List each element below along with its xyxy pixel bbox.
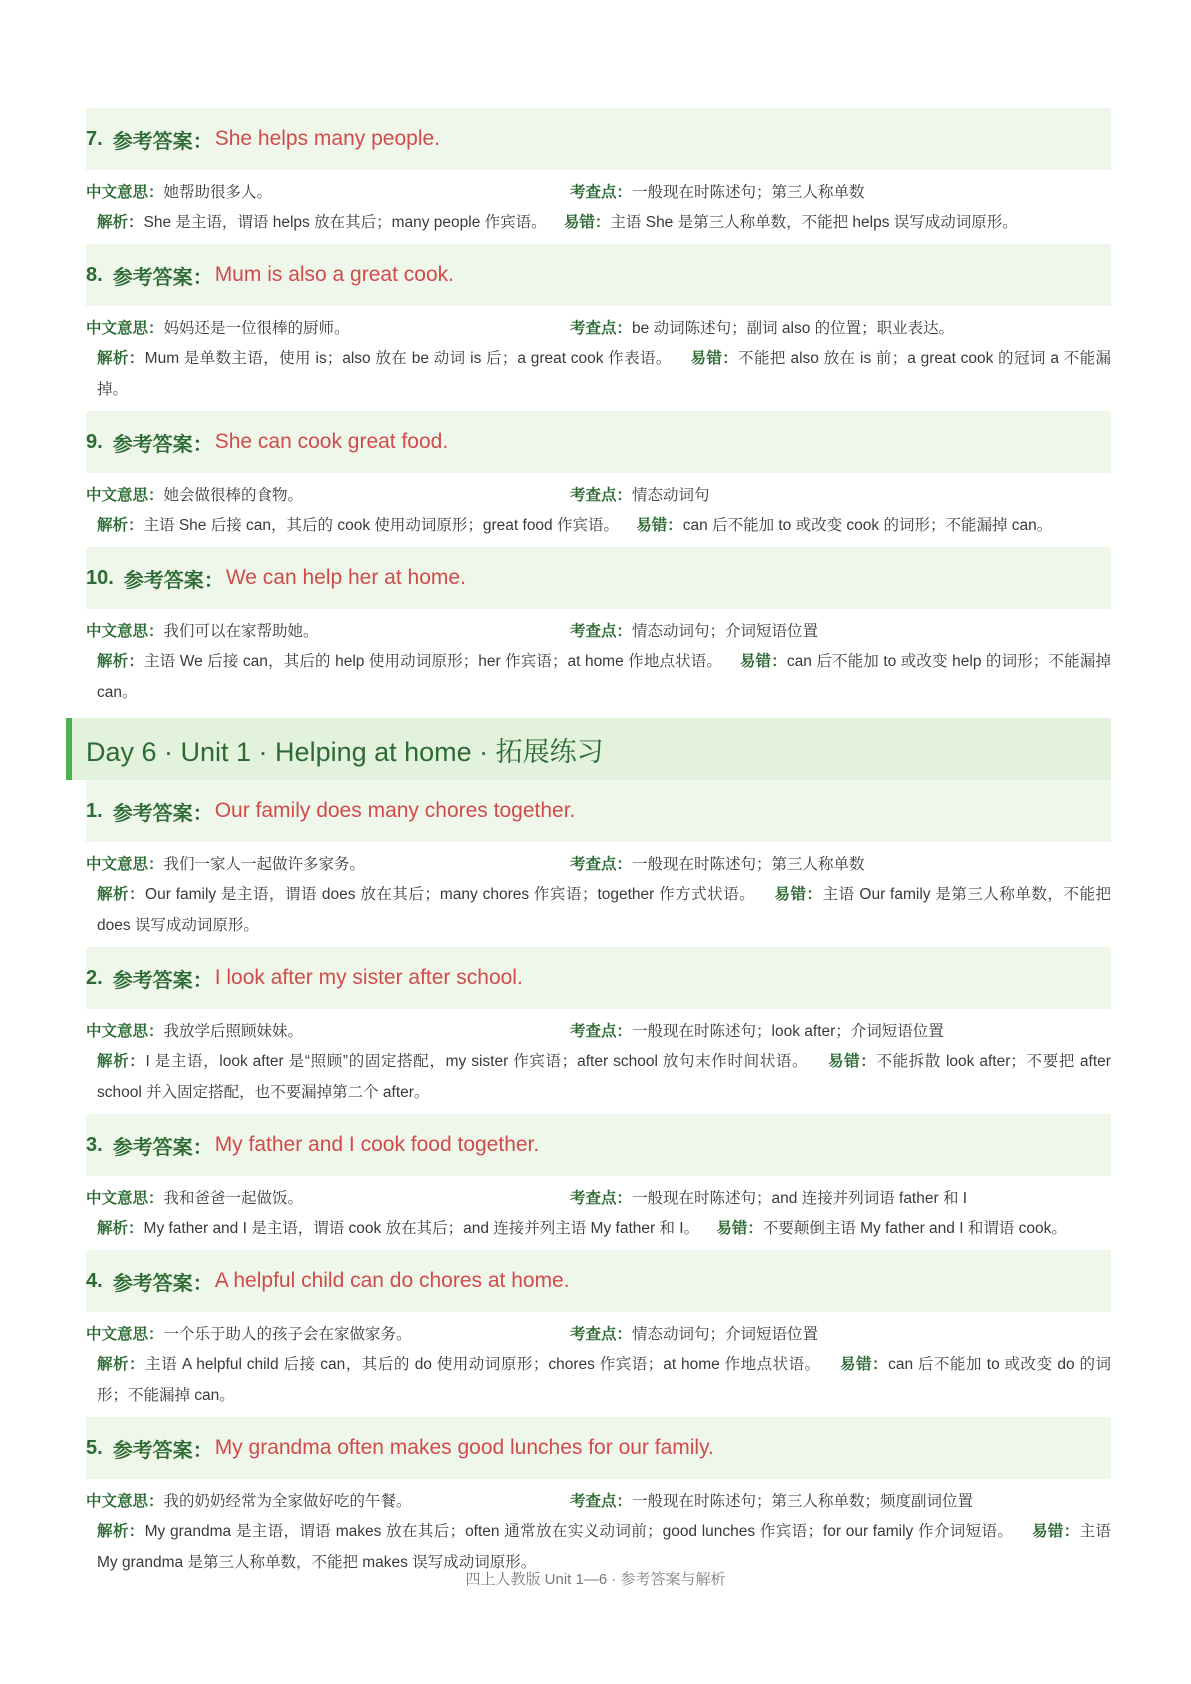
question-number: 10. [86, 566, 114, 589]
answer-colon: ： [192, 1136, 213, 1159]
meaning-colon: ： [148, 623, 164, 640]
question-header [86, 411, 1111, 473]
spacer [86, 708, 1111, 714]
question-meta [86, 1021, 1111, 1043]
question-header [86, 780, 1111, 842]
explanation [86, 510, 1111, 541]
analysis-colon: ： [129, 886, 146, 903]
question-item [86, 1250, 1111, 1417]
error-label: 易错 [840, 1356, 873, 1373]
point-text: 情态动词句；介词短语位置 [632, 1326, 819, 1343]
meaning-text: 我的奶奶经常为全家做好吃的午餐。 [163, 1493, 412, 1510]
question-meta [86, 1324, 1111, 1346]
point-text: be 动词陈述句；副词 also 的位置；职业表达。 [632, 320, 955, 337]
point-line [570, 182, 865, 204]
meaning-colon: ： [148, 1023, 164, 1040]
point-line [570, 485, 710, 507]
analysis-text: 主语 She 后接 can，其后的 cook 使用动词原形；great food 作宾语。 [143, 517, 619, 534]
meaning-colon: ： [148, 1493, 164, 1510]
error-colon: ： [667, 517, 683, 534]
answer-label: 参考答案 [123, 569, 204, 592]
point-colon: ： [616, 856, 633, 873]
analysis-colon: ： [128, 1220, 144, 1237]
answer-label: 参考答案 [112, 1439, 193, 1462]
error-text: 不能拆散 look after；不要把 after school 并入固定搭配，也不要漏掉第二个 after。 [97, 1053, 1111, 1101]
error-text: 主语 My grandma 是第三人称单数，不能把 makes 误写成动词原形。 [97, 1523, 1111, 1571]
question-header [86, 1417, 1111, 1479]
error-text: 不能把 also 放在 is 前；a great cook 的冠词 a 不能漏掉。 [97, 350, 1111, 398]
analysis-label: 解析 [97, 1220, 129, 1237]
point-line [570, 621, 818, 643]
meaning-text: 一个乐于助人的孩子会在家做家务。 [163, 1326, 412, 1343]
answer-colon: ： [203, 569, 224, 592]
question-meta [86, 854, 1111, 876]
meaning-line [86, 485, 570, 507]
error-text: 主语 She 是第三人称单数，不能把 helps 误写成动词原形。 [610, 214, 1018, 231]
point-colon: ： [616, 1493, 633, 1510]
answer-text: I look after my sister after school. [214, 966, 523, 989]
analysis-label: 解析 [97, 1053, 130, 1070]
meaning-label: 中文意思 [86, 1190, 149, 1207]
question-meta [86, 621, 1111, 643]
meaning-text: 她会做很棒的食物。 [163, 487, 304, 504]
error-label: 易错 [1031, 1523, 1064, 1540]
meaning-colon: ： [148, 856, 164, 873]
question-header [86, 1250, 1111, 1312]
analysis-label: 解析 [97, 214, 129, 231]
error-colon: ： [1063, 1523, 1080, 1540]
point-label: 考查点 [570, 856, 617, 873]
question-header [86, 547, 1111, 609]
analysis-colon: ： [129, 1053, 146, 1070]
explanation [86, 207, 1111, 238]
meaning-label: 中文意思 [86, 1493, 149, 1510]
question-item [86, 547, 1111, 714]
point-label: 考查点 [570, 1326, 617, 1343]
point-colon: ： [616, 184, 633, 201]
error-text: 主语 Our family 是第三人称单数，不能把 does 误写成动词原形。 [97, 886, 1111, 934]
question-meta [86, 182, 1111, 204]
answer-label: 参考答案 [112, 1136, 193, 1159]
question-meta [86, 485, 1111, 507]
explanation [86, 646, 1111, 708]
meaning-text: 她帮助很多人。 [163, 184, 273, 201]
error-colon: ： [747, 1220, 763, 1237]
answer-text: She can cook great food. [214, 430, 449, 453]
question-number: 9. [86, 430, 103, 453]
question-number: 8. [86, 263, 103, 286]
meaning-line [86, 182, 570, 204]
meaning-label: 中文意思 [86, 623, 149, 640]
point-line [570, 1324, 818, 1346]
question-meta [86, 1188, 1111, 1210]
meaning-line [86, 854, 570, 876]
answer-text: Our family does many chores together. [214, 799, 576, 822]
question-item [86, 244, 1111, 411]
point-text: 情态动词句；介词短语位置 [632, 623, 819, 640]
point-text: 一般现在时陈述句；look after；介词短语位置 [632, 1023, 944, 1040]
question-meta [86, 1491, 1111, 1513]
meaning-label: 中文意思 [86, 856, 149, 873]
question-number: 1. [86, 799, 103, 822]
point-label: 考查点 [570, 184, 617, 201]
answer-text: A helpful child can do chores at home. [214, 1269, 570, 1292]
analysis-text: My grandma 是主语，谓语 makes 放在其后；often 通常放在实义动词前；good lunches 作宾语；for our family 作介词短语。 [144, 1523, 1014, 1540]
question-number: 3. [86, 1133, 103, 1156]
error-label: 易错 [774, 886, 807, 903]
point-text: 一般现在时陈述句；第三人称单数；频度副词位置 [632, 1493, 974, 1510]
point-line [570, 854, 865, 876]
point-colon: ： [616, 1190, 633, 1207]
meaning-colon: ： [148, 184, 164, 201]
answer-colon: ： [192, 266, 213, 289]
section-title: Day 6 · Unit 1 · Helping at home · 拓展练习 [86, 736, 604, 767]
meaning-line [86, 621, 570, 643]
point-label: 考查点 [570, 1023, 617, 1040]
analysis-label: 解析 [97, 1523, 129, 1540]
error-colon: ： [771, 653, 787, 670]
meaning-line [86, 1324, 570, 1346]
analysis-colon: ： [128, 517, 144, 534]
point-line [570, 1188, 967, 1210]
analysis-label: 解析 [97, 517, 129, 534]
analysis-text: I 是主语，look after 是“照顾”的固定搭配，my sister 作宾语；after school 放句末作时间状语。 [145, 1053, 809, 1070]
answer-label: 参考答案 [112, 433, 193, 456]
question-number: 5. [86, 1436, 103, 1459]
meaning-line [86, 1021, 570, 1043]
question-number: 4. [86, 1269, 103, 1292]
answer-label: 参考答案 [112, 802, 193, 825]
error-label: 易错 [716, 1220, 748, 1237]
point-label: 考查点 [570, 623, 617, 640]
section-heading [66, 718, 1111, 780]
analysis-text: 主语 We 后接 can，其后的 help 使用动词原形；her 作宾语；at home 作地点状语。 [143, 653, 723, 670]
analysis-label: 解析 [97, 886, 130, 903]
analysis-colon: ： [128, 214, 144, 231]
question-header [86, 244, 1111, 306]
answer-content [86, 108, 1111, 1584]
analysis-text: 主语 A helpful child 后接 can，其后的 do 使用动词原形；chores 作宾语；at home 作地点状语。 [145, 1356, 821, 1373]
meaning-line [86, 1491, 570, 1513]
meaning-text: 妈妈还是一位很棒的厨师。 [163, 320, 350, 337]
explanation [86, 1349, 1111, 1411]
error-label: 易错 [828, 1053, 861, 1070]
error-text: can 后不能加 to 或改变 cook 的词形；不能漏掉 can。 [682, 517, 1053, 534]
error-colon: ： [872, 1356, 889, 1373]
meaning-colon: ： [148, 1326, 164, 1343]
question-item [86, 947, 1111, 1114]
meaning-line [86, 318, 570, 340]
meaning-text: 我们一家人一起做许多家务。 [163, 856, 366, 873]
error-text: 不要颠倒主语 My father and I 和谓语 cook。 [762, 1220, 1067, 1237]
question-item [86, 780, 1111, 947]
point-label: 考查点 [570, 487, 617, 504]
question-header [86, 947, 1111, 1009]
answer-colon: ： [192, 802, 213, 825]
analysis-colon: ： [128, 1523, 145, 1540]
question-item [86, 1114, 1111, 1250]
explanation [86, 343, 1111, 405]
point-label: 考查点 [570, 1493, 617, 1510]
answer-text: We can help her at home. [225, 566, 466, 589]
question-number: 7. [86, 127, 103, 150]
error-label: 易错 [739, 653, 772, 670]
point-text: 一般现在时陈述句；第三人称单数 [632, 184, 865, 201]
answer-colon: ： [192, 1439, 213, 1462]
meaning-label: 中文意思 [86, 1326, 149, 1343]
meaning-text: 我们可以在家帮助她。 [163, 623, 319, 640]
meaning-colon: ： [148, 487, 164, 504]
answer-text: She helps many people. [214, 127, 441, 150]
answer-colon: ： [192, 1272, 213, 1295]
question-item [86, 108, 1111, 244]
point-colon: ： [616, 1326, 633, 1343]
point-colon: ： [616, 320, 633, 337]
analysis-colon: ： [129, 1356, 146, 1373]
answer-text: My father and I cook food together. [214, 1133, 540, 1156]
question-header [86, 108, 1111, 170]
answer-label: 参考答案 [112, 130, 193, 153]
point-colon: ： [616, 623, 633, 640]
error-colon: ： [806, 886, 823, 903]
analysis-colon: ： [128, 653, 144, 670]
point-label: 考查点 [570, 1190, 617, 1207]
error-colon: ： [722, 350, 739, 367]
meaning-label: 中文意思 [86, 1023, 149, 1040]
error-text: can 后不能加 to 或改变 do 的词形；不能漏掉 can。 [97, 1356, 1111, 1404]
question-meta [86, 318, 1111, 340]
answer-text: My grandma often makes good lunches for our family. [214, 1436, 714, 1459]
answer-label: 参考答案 [112, 969, 193, 992]
question-header [86, 1114, 1111, 1176]
point-label: 考查点 [570, 320, 617, 337]
meaning-label: 中文意思 [86, 320, 149, 337]
explanation [86, 1213, 1111, 1244]
analysis-text: My father and I 是主语，谓语 cook 放在其后；and 连接并列主语 My father 和 I。 [143, 1220, 700, 1237]
point-colon: ： [616, 487, 633, 504]
error-label: 易错 [636, 517, 668, 534]
meaning-text: 我放学后照顾妹妹。 [163, 1023, 304, 1040]
answer-colon: ： [192, 969, 213, 992]
answer-label: 参考答案 [112, 1272, 193, 1295]
point-text: 一般现在时陈述句；第三人称单数 [632, 856, 865, 873]
answer-colon: ： [192, 433, 213, 456]
meaning-label: 中文意思 [86, 487, 149, 504]
error-colon: ： [860, 1053, 877, 1070]
answer-text: Mum is also a great cook. [214, 263, 454, 286]
error-label: 易错 [690, 350, 723, 367]
point-colon: ： [616, 1023, 633, 1040]
meaning-colon: ： [148, 1190, 164, 1207]
meaning-line [86, 1188, 570, 1210]
point-line [570, 1491, 973, 1513]
analysis-text: She 是主语，谓语 helps 放在其后；many people 作宾语。 [143, 214, 547, 231]
meaning-text: 我和爸爸一起做饭。 [163, 1190, 304, 1207]
error-colon: ： [594, 214, 611, 231]
analysis-text: Our family 是主语，谓语 does 放在其后；many chores 作宾语；together 作方式状语。 [145, 886, 756, 903]
analysis-colon: ： [128, 350, 145, 367]
answer-label: 参考答案 [112, 266, 193, 289]
analysis-label: 解析 [97, 653, 129, 670]
meaning-label: 中文意思 [86, 184, 149, 201]
analysis-label: 解析 [97, 1356, 130, 1373]
explanation [86, 1046, 1111, 1108]
point-text: 一般现在时陈述句；and 连接并列词语 father 和 I [632, 1190, 968, 1207]
analysis-label: 解析 [97, 350, 129, 367]
meaning-colon: ： [148, 320, 164, 337]
page-footer: 四上人教版 Unit 1—6 · 参考答案与解析 [465, 1571, 726, 1588]
point-text: 情态动词句 [632, 487, 710, 504]
analysis-text: Mum 是单数主语，使用 is；also 放在 be 动词 is 后；a great cook 作表语。 [144, 350, 672, 367]
point-line [570, 318, 954, 340]
question-number: 2. [86, 966, 103, 989]
error-label: 易错 [563, 214, 595, 231]
answer-colon: ： [192, 130, 213, 153]
explanation [86, 879, 1111, 941]
point-line [570, 1021, 944, 1043]
question-item [86, 1417, 1111, 1584]
question-item [86, 411, 1111, 547]
error-text: can 后不能加 to 或改变 help 的词形；不能漏掉 can。 [97, 653, 1111, 701]
